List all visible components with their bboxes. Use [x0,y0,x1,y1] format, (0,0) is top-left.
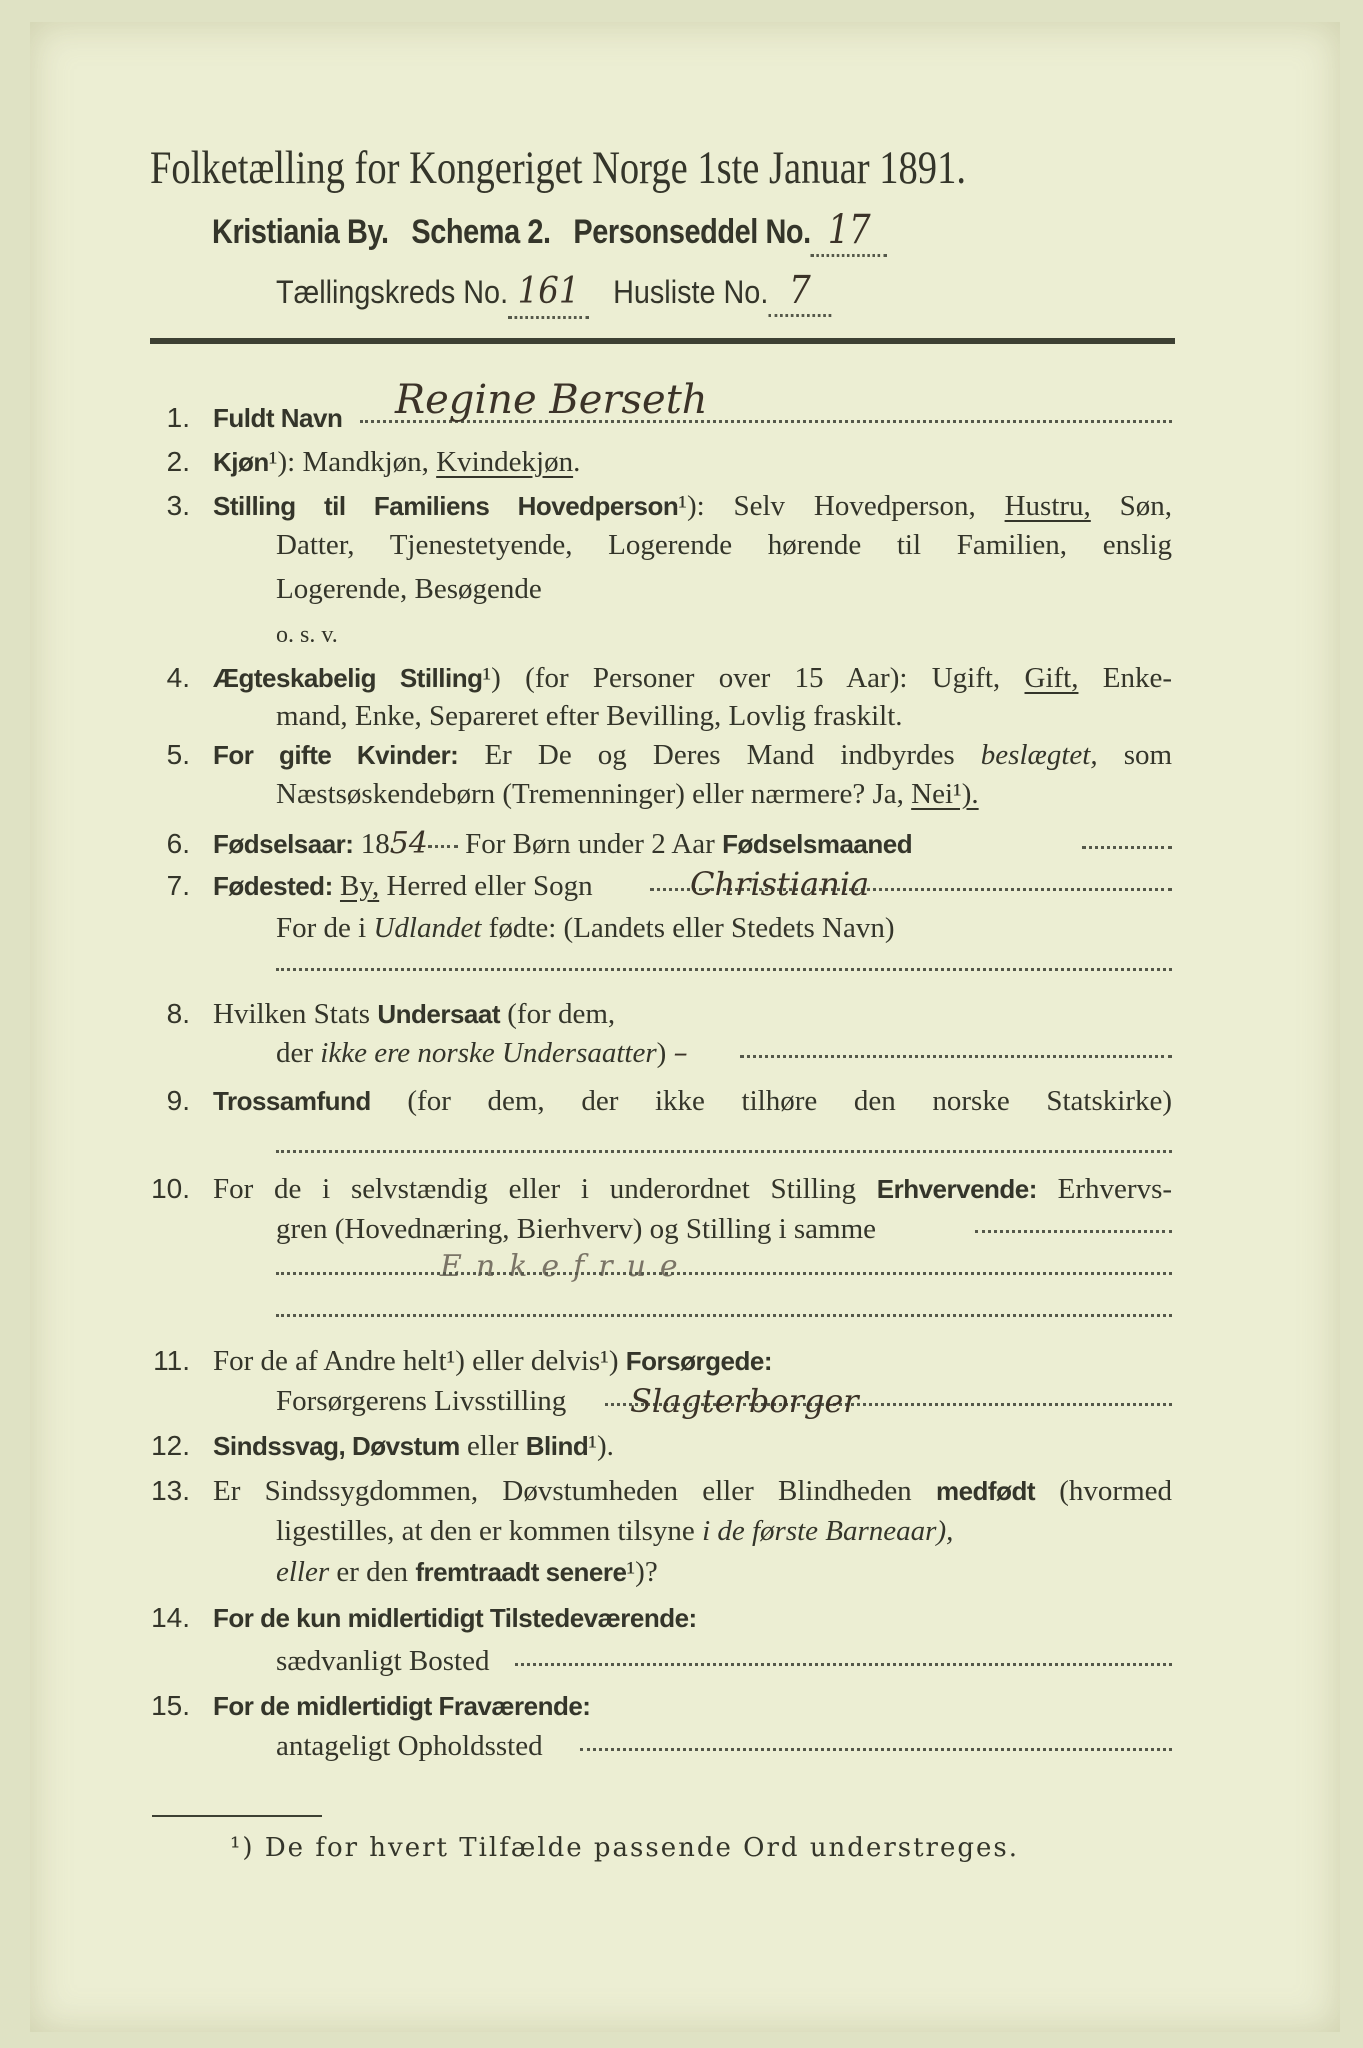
q11-line-2: Forsørgerens Livsstilling [276,1385,567,1417]
q13-line-2 [276,1513,953,1549]
q6-line [213,826,912,862]
q11-line-1 [213,1343,772,1379]
q6-label: Fødselsaar: [213,829,354,859]
q8-line-2-b: ) [656,1037,667,1069]
q11-provider-occupation-value: Slagterborger [630,1382,859,1420]
q7-line-2-a: For de i [276,912,367,944]
q6-number: 6. [166,828,190,859]
q5-number: 5. [166,739,190,770]
q12-number: 12. [151,1430,190,1461]
q3-text-b: Søn, [1119,490,1173,522]
q3-line-3: Logerende, Besøgende [276,573,542,605]
q6-dotted-line [1082,846,1172,849]
q14-label: For de kun midlertidigt Tilstedeværende: [213,1603,697,1633]
q13-line-2-a: ligestilles, at den er kommen tilsyne [276,1515,695,1547]
q4-line-1 [213,660,1172,696]
q13-line-3-end: ¹)? [626,1556,658,1588]
q7-number: 7. [166,870,190,901]
q1-label: Fuldt Navn [213,403,343,433]
q3-text-a: Selv Hovedperson, [733,490,976,522]
q15-dotted-line [580,1748,1172,1751]
q7-line-2-b: fødte: (Landets eller Stedets Navn) [488,912,895,944]
q2-line [213,444,580,480]
q9-line [213,1083,1172,1119]
q9-label: Trossamfund [213,1086,371,1116]
q13-line-3-label: fremtraadt senere [415,1557,627,1587]
q2-option-mandkjon: Mandkjøn, [302,446,429,478]
q2-end: . [573,446,581,478]
q1-full-name-value: Regine Berseth [395,377,708,423]
q10-answer-line-2 [276,1314,1172,1317]
q11-number: 11. [153,1345,190,1376]
q3-line-2: Datter, Tjenestetyende, Logerende hørende til Familien, enslig [276,529,1172,561]
q6-prefix: 18 [360,828,390,860]
q10-text-b: Erhvervs- [1057,1173,1173,1205]
q14-number: 14. [151,1602,190,1633]
q3-line-1 [213,488,1172,524]
q8-dotted-line [740,1055,1172,1058]
q5-label: For gifte Kvinder: [213,740,459,770]
q13-line-2-italic: i de første Barneaar), [702,1515,954,1547]
q5-italic: beslægtet, [980,739,1098,771]
q12-line [213,1428,614,1464]
q3-label: Stilling til Familiens Hovedperson [213,491,679,521]
q13-text-a: Er Sindssygdommen, Døvstumheden eller Blindheden [213,1475,912,1507]
q3-number: 3. [166,490,190,521]
q4-line-2: mand, Enke, Separeret efter Bevilling, Lovlig fraskilt. [276,700,903,732]
schema-label: Schema 2. [411,213,551,251]
taellingskreds-number: 161 [508,268,589,319]
q8-label: Undersaat [377,999,500,1029]
q2-number: 2. [166,446,190,477]
q7-label: Fødested: [213,871,333,901]
city-label: Kristiania By. [212,213,389,251]
q9-text: (for dem, der ikke tilhøre den norske Statskirke) [407,1085,1172,1117]
q10-dotted-line [975,1230,1172,1233]
header-line-3 [276,266,831,319]
q8-line-2-a: der [276,1037,314,1069]
footnote: ¹) De for hvert Tilfælde passende Ord understreges. [230,1833,1020,1863]
q11-text-a: For de af Andre helt¹) eller delvis¹) [213,1345,619,1377]
q11-label: Forsørgede: [625,1346,772,1376]
q4-text-a: (for Personer over 15 Aar): Ugift, [525,662,1001,694]
q4-sup: ¹) [482,662,501,694]
q10-label: Erhvervende: [876,1174,1037,1204]
q8-line-1 [213,996,615,1032]
q13-number: 13. [151,1475,190,1506]
header-rule [150,338,1175,344]
q8-line-2-italic: ikke ere norske Undersaatter [320,1037,657,1069]
q6-birth-year-value: 54 [389,826,428,861]
q12-label-b: Blind [525,1431,589,1461]
q2-option-kvindekjon-selected: Kvindekjøn [436,446,574,478]
q12-label-a: Sindssvag, Døvstum [213,1431,460,1461]
taellingskreds-label: Tællingskreds No. [276,274,509,310]
header-line-2 [212,206,887,257]
q7-line-2 [276,910,895,946]
q14-line-2: sædvanligt Bosted [276,1645,490,1677]
q3-sup: ¹): [678,490,705,522]
q12-text: eller [466,1430,519,1462]
q9-number: 9. [166,1085,190,1116]
q6-text: For Børn under 2 Aar [465,828,715,860]
q10-number: 10. [151,1173,190,1204]
q10-answer-line-1 [276,1272,1172,1275]
q2-sup: ¹): [268,446,296,478]
q13-line-3-a: er den [336,1556,409,1588]
footnote-rule [152,1815,322,1817]
q3-line-4: o. s. v. [276,622,338,648]
q4-number: 4. [166,662,190,693]
q7-line-1 [213,868,593,904]
q13-label: medfødt [935,1476,1035,1506]
q15-label: For de midlertidigt Fraværende: [213,1691,591,1721]
q7-text: Herred eller Sogn [386,870,593,902]
q13-line-1 [213,1473,1172,1509]
q13-line-3 [276,1554,658,1590]
q2-label: Kjøn [213,447,269,477]
q12-end: ¹). [588,1430,614,1462]
q10-occupation-value: Enkefrue [440,1249,692,1284]
q15-number: 15. [151,1690,190,1721]
personseddel-label: Personseddel No. [573,213,811,251]
q8-number: 8. [166,998,190,1029]
q5-line-2-text: Næstsøskendebørn (Tremenninger) eller nærmere? Ja, [276,778,904,810]
husliste-label: Husliste No. [613,274,769,310]
q7-answer-line [276,968,1172,971]
q4-label: Ægteskabelig Stilling [213,663,483,693]
q6-label-2: Fødselsmaaned [722,829,913,859]
q10-text-a: For de i selvstændig eller i underordnet Stilling [213,1173,856,1205]
q7-option-by-selected: By, [339,870,380,902]
q13-line-3-italic: eller [276,1556,330,1588]
q8-value: – [673,1036,688,1069]
q5-text-b: som [1123,739,1173,771]
q5-line-2 [276,776,979,812]
q7-birthplace-value: Christiania [690,865,870,903]
q5-text-a: Er De og Deres Mand indbyrdes [484,739,955,771]
q4-option-gift-selected: Gift, [1024,662,1079,694]
q4-text-b: Enke- [1102,662,1173,694]
q1-number: 1. [166,402,190,433]
q15-line-2: antageligt Opholdssted [276,1730,543,1762]
q3-option-hustru-selected: Hustru, [1004,490,1091,522]
q5-line-1 [213,737,1172,773]
q8-text-b: (for dem, [507,998,616,1030]
q13-text-b: (hvormed [1059,1475,1173,1507]
q9-answer-line [276,1150,1172,1153]
q7-line-2-italic: Udlandet [373,912,482,944]
husliste-number: 7 [768,266,831,317]
q8-text-a: Hvilken Stats [213,998,371,1030]
q14-dotted-line [515,1663,1172,1666]
q5-option-nei-selected: Nei¹). [911,778,979,810]
personseddel-number: 17 [811,206,888,257]
q10-line-2: gren (Hovednæring, Bierhverv) og Stilling i samme [276,1213,877,1245]
q8-line-2 [276,1035,688,1071]
q10-line-1 [213,1171,1172,1207]
form-title: Folketælling for Kongeriget Norge 1ste Januar 1891. [150,142,966,194]
